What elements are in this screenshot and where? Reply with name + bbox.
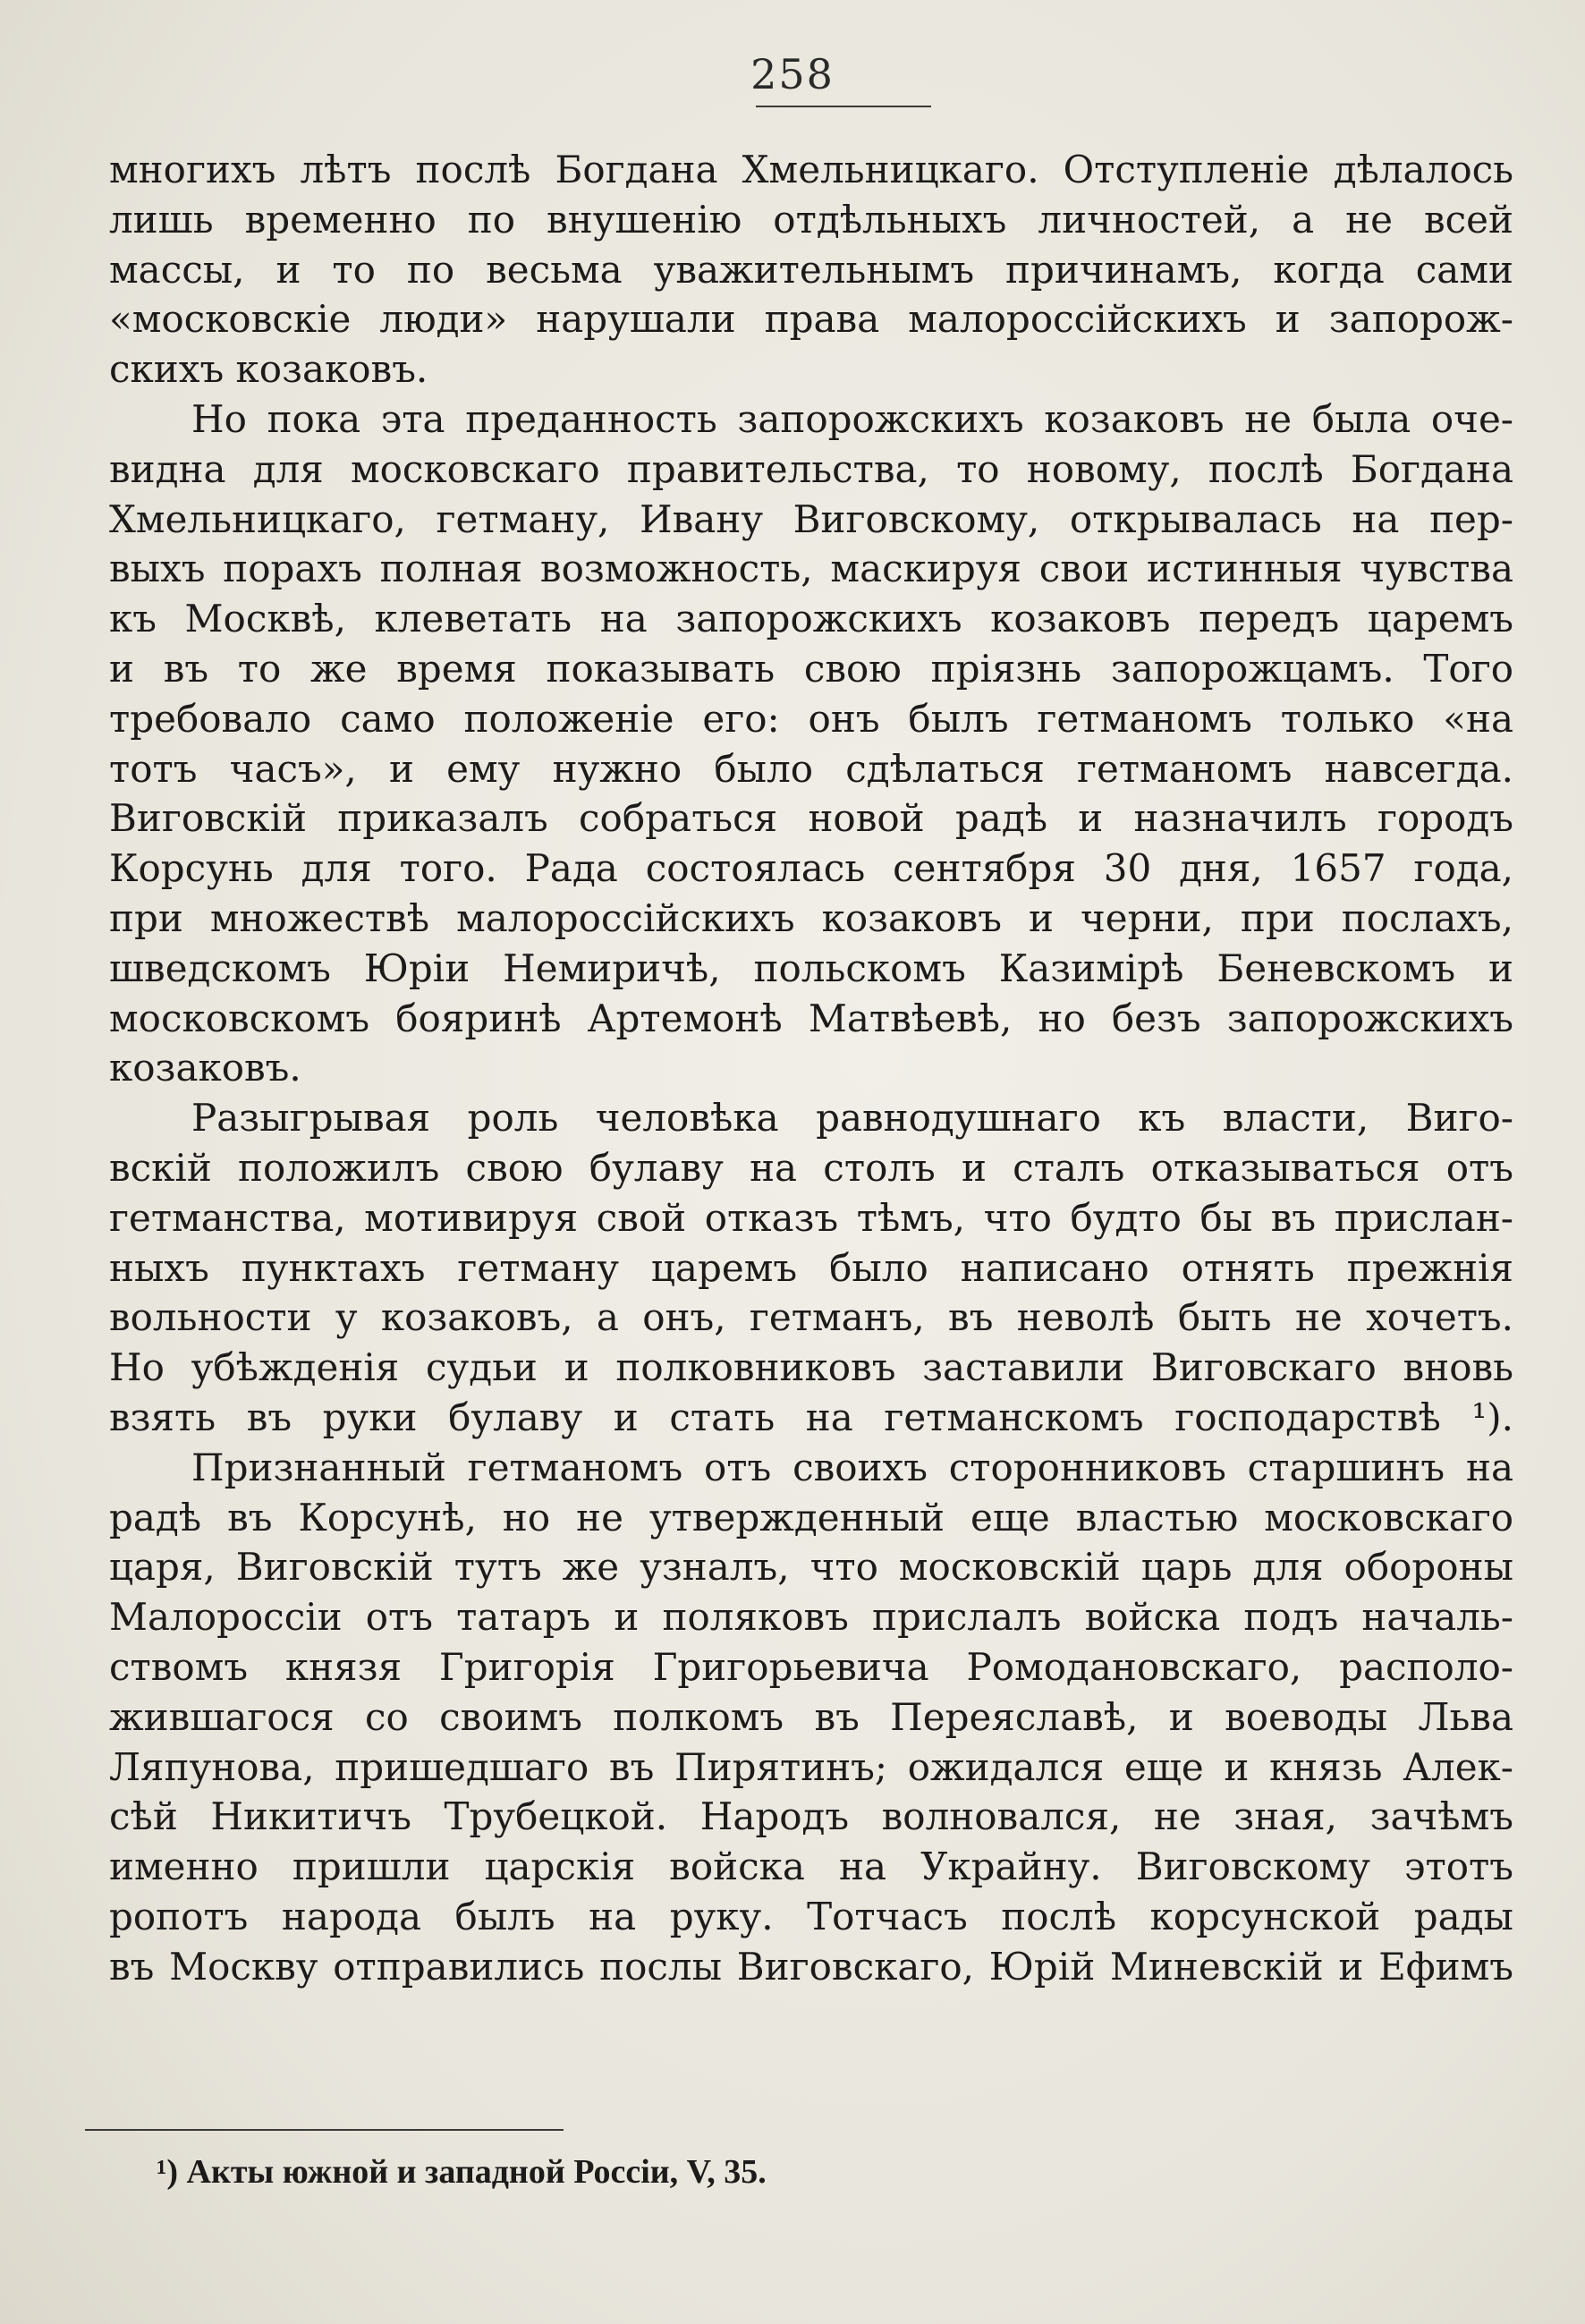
text-line: жившагося со своимъ полкомъ въ Переяславѣ, и воеводы Льва xyxy=(109,1694,1513,1739)
text-line: именно пришли царскія войска на Украйну. Виговскому этотъ xyxy=(109,1845,1513,1889)
text-line: Но убѣжденія судьи и полковниковъ заставили Виговскаго вновь xyxy=(109,1345,1513,1390)
text-line: Признанный гетманомъ отъ своихъ сторонниковъ старшинъ на xyxy=(191,1445,1513,1489)
text-line: вольности у козаковъ, а онъ, гетманъ, въ неволѣ быть не хочетъ. xyxy=(109,1295,1513,1340)
text-line: Виговскій приказалъ собраться новой радѣ и назначилъ городъ xyxy=(109,796,1513,841)
footnote: ¹) Акты южной и западной Россіи, V, 35. xyxy=(157,2153,767,2191)
text-line: козаковъ. xyxy=(109,1046,301,1090)
text-line: Корсунь для того. Рада состоялась сентября 30 дня, 1657 года, xyxy=(109,846,1513,891)
text-line: гетманства, мотивируя свой отказъ тѣмъ, что будто бы въ прислан- xyxy=(109,1195,1513,1240)
text-line: массы, и то по весьма уважительнымъ причинамъ, когда сами xyxy=(109,247,1513,292)
text-line: къ Москвѣ, клеветать на запорожскихъ козаковъ передъ царемъ xyxy=(109,597,1513,641)
text-line: требовало само положеніе его: онъ былъ гетманомъ только «на xyxy=(109,696,1513,741)
text-line: Малороссіи отъ татаръ и поляковъ прислалъ войска подъ началь- xyxy=(109,1595,1513,1640)
text-line: царя, Виговскій тутъ же узналъ, что московскій царь для обороны xyxy=(109,1545,1513,1590)
text-line: Разыгрывая роль человѣка равнодушнаго къ власти, Виго- xyxy=(191,1096,1513,1141)
text-line: «московскіе люди» нарушали права малороссійскихъ и запорож- xyxy=(109,297,1513,342)
text-line: при множествѣ малороссійскихъ козаковъ и черни, при послахъ, xyxy=(109,895,1513,940)
footnote-rule xyxy=(85,2129,564,2131)
text-line: Хмельницкаго, гетману, Ивану Виговскому, открывалась на пер- xyxy=(109,496,1513,541)
text-line: выхъ порахъ полная возможность, маскируя свои истинныя чувства xyxy=(109,547,1513,591)
text-line: лишь временно по внушенію отдѣльныхъ личностей, а не всей xyxy=(109,197,1513,242)
text-line: сѣй Никитичъ Трубецкой. Народъ волновался, не зная, зачѣмъ xyxy=(109,1794,1513,1839)
text-line: Но пока эта преданность запорожскихъ козаковъ не была оче- xyxy=(191,396,1513,441)
text-line: въ Москву отправились послы Виговскаго, Юрій Миневскій и Ефимъ xyxy=(109,1944,1513,1989)
text-line: взять въ руки булаву и стать на гетманскомъ господарствѣ ¹). xyxy=(109,1395,1513,1439)
text-line: тотъ часъ», и ему нужно было сдѣлаться гетманомъ навсегда. xyxy=(109,746,1513,791)
text-line: и въ то же время показывать свою пріязнь запорожцамъ. Того xyxy=(109,646,1513,691)
body-text xyxy=(109,145,1513,1991)
text-line: Ляпунова, пришедшаго въ Пирятинъ; ожидался еще и князь Алек- xyxy=(109,1744,1513,1789)
text-line: московскомъ бояринѣ Артемонѣ Матвѣевѣ, но безъ запорожскихъ xyxy=(109,996,1513,1040)
text-line: скихъ козаковъ. xyxy=(109,347,428,392)
page-number-rule xyxy=(756,106,931,107)
text-line: видна для московскаго правительства, то новому, послѣ Богдана xyxy=(109,446,1513,491)
text-line: многихъ лѣтъ послѣ Богдана Хмельницкаго. Отступленіе дѣлалось xyxy=(109,148,1513,191)
text-line: радѣ въ Корсунѣ, но не утвержденный еще властью московскаго xyxy=(109,1495,1513,1539)
text-line: шведскомъ Юріи Немиричѣ, польскомъ Казимірѣ Беневскомъ и xyxy=(109,946,1513,990)
text-line: ствомъ князя Григорія Григорьевича Ромодановскаго, располо- xyxy=(109,1644,1513,1689)
text-line: ныхъ пунктахъ гетману царемъ было написано отнять прежнія xyxy=(109,1245,1513,1290)
page-number: 258 xyxy=(750,50,835,98)
text-line: ропотъ народа былъ на руку. Тотчасъ послѣ корсунской рады xyxy=(109,1894,1513,1938)
text-line: вскій положилъ свою булаву на столъ и сталъ отказываться отъ xyxy=(109,1145,1513,1190)
